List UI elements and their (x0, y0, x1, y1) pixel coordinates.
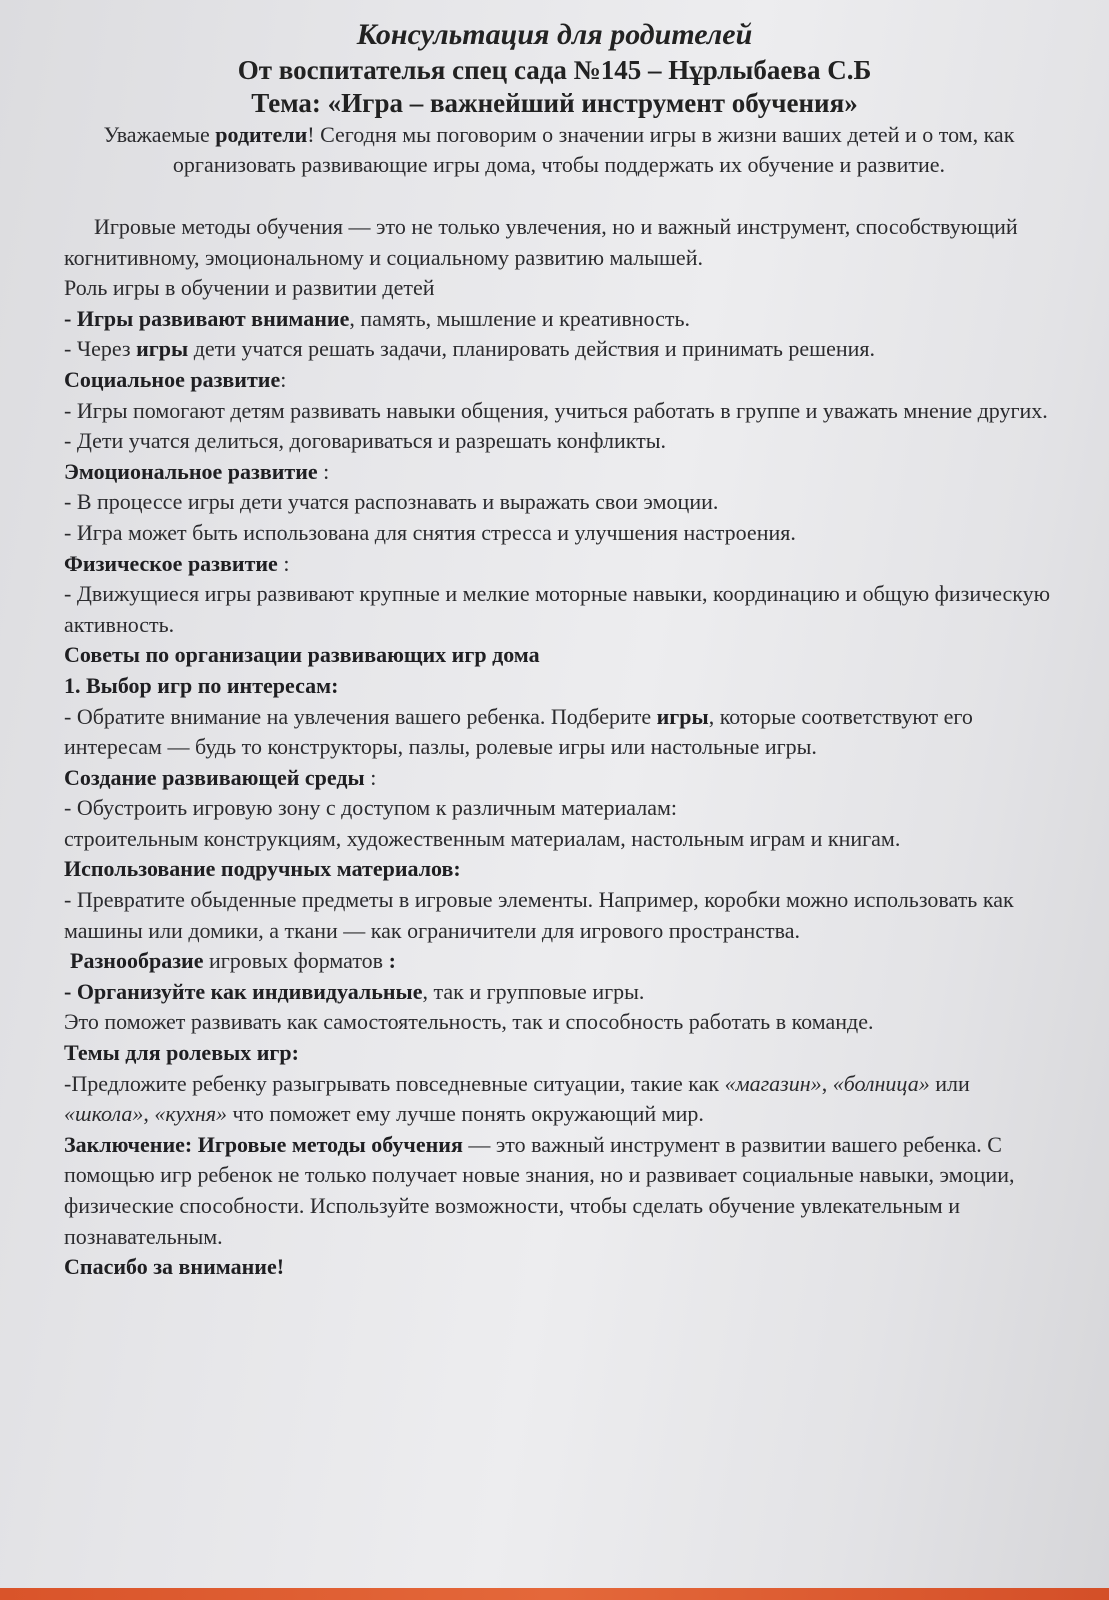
bottom-color-strip (0, 1588, 1109, 1600)
conclusion-bold: Заключение: Игровые методы обучения (64, 1131, 463, 1157)
emotional-item-1: - В процессе игры дети учатся распознавать и выражать свои эмоции. (64, 489, 719, 515)
document-body (64, 212, 1054, 1283)
roleplay-shop: «магазин» (724, 1070, 822, 1096)
variety-item-2: Это поможет развивать как самостоятельность, так и способность работать в команде. (64, 1009, 874, 1035)
social-heading (64, 365, 1054, 396)
document-title: Консультация для родителей (356, 18, 753, 51)
roleplay-kitchen: «кухня» (154, 1101, 228, 1127)
thanks (64, 1252, 1054, 1283)
tips-heading (64, 640, 1054, 671)
tip-1-heading (64, 671, 1054, 702)
variety-heading (64, 946, 1054, 977)
role-item-1 (64, 304, 1054, 335)
social-item-1: - Игры помогают детям развивать навыки общения, учиться работать в группе и уважать мнение других. (64, 397, 1048, 423)
intro-text-c: ! Сегодня мы поговорим о значении игры в жизни ваших детей и о том, как организовать развивающие игры дома, чтобы поддержать их обучение и развитие. (172, 122, 1015, 177)
conclusion (64, 1130, 1054, 1252)
physical-item-1: - Движущиеся игры развивают крупные и мелкие моторные навыки, координацию и общую физическую активность. (64, 581, 1051, 637)
emotional-item-2: - Игра может быть использована для снятия стресса и улучшения настроения. (64, 519, 796, 545)
intro-text-bold: родители (215, 122, 308, 147)
materials-heading (64, 854, 1054, 885)
roleplay-sep-3: , (143, 1101, 155, 1127)
environment-heading-colon: : (364, 764, 377, 790)
tip-1-text (64, 702, 1054, 763)
tips-heading-bold: Советы по организации развивающих игр дома (64, 642, 540, 668)
roleplay-end: что поможет ему лучше понять окружающий мир. (227, 1101, 704, 1127)
social-heading-colon: : (280, 366, 287, 392)
role-heading: Роль игры в обучении и развитии детей (64, 275, 435, 301)
roleplay-text (64, 1069, 1054, 1130)
tip-1-c: , которые соответствуют его интересам — будь то конструкторы, пазлы, ролевые игры или настольные игры. (64, 703, 973, 760)
materials-item-1: - Превратите обыденные предметы в игровые элементы. Например, коробки можно использовать как машины или домики, а ткани — как ограничители для игрового пространства. (64, 887, 1014, 943)
role-item-2-c: дети учатся решать задачи, планировать действия и принимать решения. (188, 336, 876, 362)
role-item-2-bold: игры (136, 336, 189, 362)
emotional-heading-bold: Эмоциональное развитие (64, 458, 318, 484)
roleplay-hospital: «болница» (832, 1070, 930, 1096)
methods-paragraph: Игровые методы обучения — это не только увлечения, но и важный инструмент, способствующий когнитивному, эмоциональному и социальному развитию малышей. (64, 214, 1018, 270)
tip-1-bold: игры (656, 703, 709, 729)
physical-heading-bold: Физическое развитие (64, 550, 278, 576)
roleplay-heading-bold: Темы для ролевых игр: (64, 1040, 299, 1066)
emotional-heading (64, 457, 1054, 488)
roleplay-a: -Предложите ребенку разыгрывать повседневные ситуации, такие как (64, 1070, 725, 1096)
roleplay-sep-1: , (821, 1070, 833, 1096)
emotional-heading-colon: : (317, 458, 330, 484)
variety-heading-text: игровых форматов (203, 948, 389, 974)
intro-text-a: Уважаемые (103, 122, 216, 147)
document-author: От воспитателья спец сада №145 – Нұрлыбаева С.Б (237, 55, 872, 85)
environment-heading (64, 763, 1054, 794)
variety-heading-colon: : (388, 948, 396, 974)
role-item-1-bold: - Игры развивают внимание (64, 305, 350, 331)
role-item-1-text: , память, мышление и креативность. (349, 305, 690, 331)
intro-paragraph (64, 120, 1054, 180)
roleplay-school: «школа» (64, 1101, 144, 1127)
conclusion-text: — это важный инструмент в развитии вашего ребенка. С помощью игр ребенок не только получает новые знания, но и развивает социальные навыки, эмоции, физические способности. Используйте возможности, чтобы сделать обучение увлекательным и познавательным. (64, 1131, 1015, 1249)
environment-heading-bold: Создание развивающей среды (64, 764, 365, 790)
variety-item-1 (64, 977, 1054, 1008)
variety-heading-bold: Разнообразие (70, 948, 204, 974)
role-item-2 (64, 334, 1054, 365)
social-heading-bold: Социальное развитие (64, 366, 281, 392)
thanks-bold: Спасибо за внимание! (64, 1254, 285, 1280)
environment-item-2: строительным конструкциям, художественным материалам, настольным играм и книгам. (64, 825, 901, 851)
physical-heading (64, 549, 1054, 580)
physical-heading-colon: : (277, 550, 290, 576)
social-item-2: - Дети учатся делиться, договариваться и разрешать конфликты. (64, 428, 667, 454)
tip-1-heading-bold: 1. Выбор игр по интересам: (64, 672, 339, 698)
materials-heading-bold: Использование подручных материалов: (64, 856, 461, 882)
document-header (0, 16, 1109, 120)
roleplay-sep-2: или (929, 1070, 970, 1096)
role-item-2-a: - Через (64, 336, 137, 362)
environment-item-1: - Обустроить игровую зону с доступом к различным материалам: (64, 795, 678, 821)
document-topic: Тема: «Игра – важнейший инструмент обучения» (251, 88, 858, 118)
variety-item-1-text: , так и групповые игры. (422, 978, 645, 1004)
tip-1-a: - Обратите внимание на увлечения вашего ребенка. Подберите (64, 703, 657, 729)
variety-item-1-bold: - Организуйте как индивидуальные (64, 978, 423, 1004)
roleplay-heading (64, 1038, 1054, 1069)
